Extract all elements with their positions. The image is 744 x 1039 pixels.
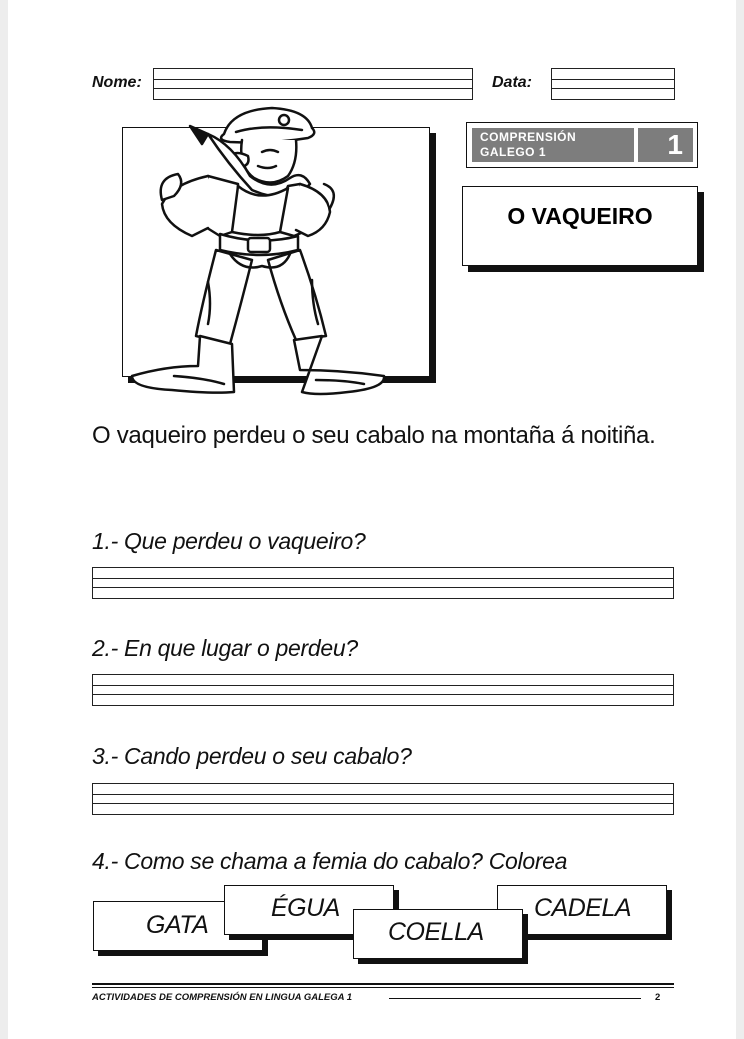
option-egua[interactable]: ÉGUA: [224, 885, 394, 935]
name-field[interactable]: [153, 68, 473, 100]
cowboy-illustration: [112, 104, 422, 404]
option-coella[interactable]: COELLA: [353, 909, 523, 959]
answer-field-2[interactable]: [92, 674, 674, 706]
worksheet-page: [8, 0, 736, 1039]
footer-rule-thin: [92, 987, 674, 988]
date-field[interactable]: [551, 68, 675, 100]
comprension-tag: [466, 122, 698, 168]
question-4: 4.- Como se chama a femia do cabalo? Colorea: [92, 848, 568, 874]
option-gata[interactable]: GATA: [93, 901, 263, 951]
answer-field-3[interactable]: [92, 783, 674, 815]
tag-number: 1: [638, 128, 693, 162]
question-2: 2.- En que lugar o perdeu?: [92, 635, 358, 661]
footer-text: ACTIVIDADES DE COMPRENSIÓN EN LINGUA GALEGA 1: [92, 992, 353, 1003]
tag-line-2: GALEGO 1: [480, 145, 547, 159]
question-1: 1.- Que perdeu o vaqueiro?: [92, 528, 366, 554]
name-label: Nome:: [92, 74, 142, 91]
date-label: Data:: [492, 74, 533, 91]
story-title: O VAQUEIRO: [462, 186, 698, 266]
story-sentence: O vaqueiro perdeu o seu cabalo na montaña á noitiña.: [92, 422, 656, 449]
answer-field-1[interactable]: [92, 567, 674, 599]
footer-rule-thick: [92, 983, 674, 985]
tag-line-1: COMPRENSIÓN: [480, 130, 577, 144]
footer-divider: [389, 998, 641, 999]
tag-text: [472, 128, 634, 162]
question-3: 3.- Cando perdeu o seu cabalo?: [92, 743, 412, 769]
option-cadela[interactable]: CADELA: [497, 885, 667, 935]
page-number: 2: [655, 992, 661, 1003]
